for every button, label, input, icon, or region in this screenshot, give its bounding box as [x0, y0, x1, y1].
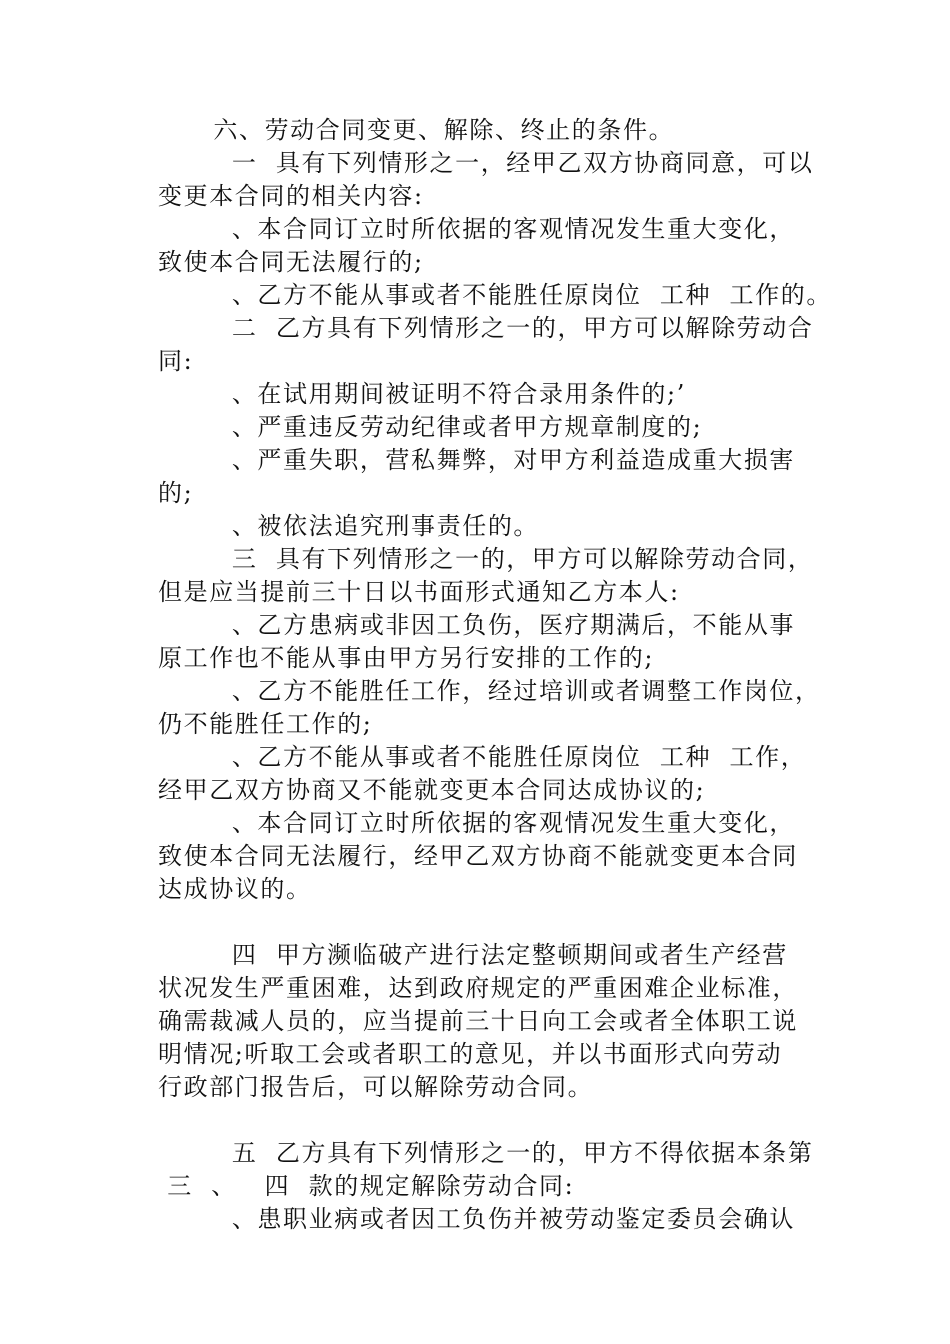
paragraph-gap: [158, 1104, 798, 1137]
text-line: 、严重违反劳动纪律或者甲方规章制度的;: [158, 413, 703, 441]
text-line: 同:: [158, 347, 194, 375]
paragraph-gap: [158, 906, 798, 939]
text-line: 确需裁减人员的，应当提前三十日向工会或者全体职工说: [158, 1007, 798, 1035]
text-line: 、乙方不能从事或者不能胜任原岗位 工种 工作的。: [158, 281, 832, 309]
text-line: 行政部门报告后，可以解除劳动合同。: [158, 1073, 594, 1101]
text-line: 状况发生严重困难，达到政府规定的严重困难企业标准，: [158, 974, 798, 1002]
text-line: 、在试用期间被证明不符合录用条件的;’: [158, 380, 686, 408]
text-line: 的;: [158, 479, 194, 507]
text-line: 致使本合同无法履行的;: [158, 248, 424, 276]
text-line: 致使本合同无法履行，经甲乙双方协商不能就变更本合同: [158, 842, 798, 870]
text-line: 明情况;听取工会或者职工的意见，并以书面形式向劳动: [158, 1040, 783, 1068]
text-line: 三 、 四 款的规定解除劳动合同:: [158, 1172, 575, 1200]
text-line: 、被依法追究刑事责任的。: [158, 512, 540, 540]
text-line: 、严重失职，营私舞弊，对甲方利益造成重大损害: [158, 446, 796, 474]
text-line: 五 乙方具有下列情形之一的，甲方不得依据本条第: [158, 1139, 814, 1167]
text-line: 仍不能胜任工作的;: [158, 710, 373, 738]
text-line: 三 具有下列情形之一的，甲方可以解除劳动合同，: [158, 545, 814, 573]
text-line: 、乙方患病或非因工负伤，医疗期满后，不能从事: [158, 611, 796, 639]
text-line: 变更本合同的相关内容:: [158, 182, 424, 210]
text-line: 、本合同订立时所依据的客观情况发生重大变化，: [158, 809, 796, 837]
text-line: 一 具有下列情形之一，经甲乙双方协商同意，可以: [158, 149, 814, 177]
text-line: 四 甲方濒临破产进行法定整顿期间或者生产经营: [158, 941, 788, 969]
text-line: 原工作也不能从事由甲方另行安排的工作的;: [158, 644, 655, 672]
contract-text: [158, 114, 832, 1236]
text-line: 、本合同订立时所依据的客观情况发生重大变化，: [158, 215, 796, 243]
text-line: 经甲乙双方协商又不能就变更本合同达成协议的;: [158, 776, 706, 804]
text-line: 、患职业病或者因工负伤并被劳动鉴定委员会确认: [158, 1205, 796, 1233]
text-line: 、乙方不能胜任工作，经过培训或者调整工作岗位，: [158, 677, 821, 705]
text-line: 、乙方不能从事或者不能胜任原岗位 工种 工作，: [158, 743, 807, 771]
text-line: 达成协议的。: [158, 875, 312, 903]
section-heading: 六、劳动合同变更、解除、终止的条件。: [158, 116, 675, 144]
text-line: 二 乙方具有下列情形之一的，甲方可以解除劳动合: [158, 314, 814, 342]
text-line: 但是应当提前三十日以书面形式通知乙方本人:: [158, 578, 680, 606]
